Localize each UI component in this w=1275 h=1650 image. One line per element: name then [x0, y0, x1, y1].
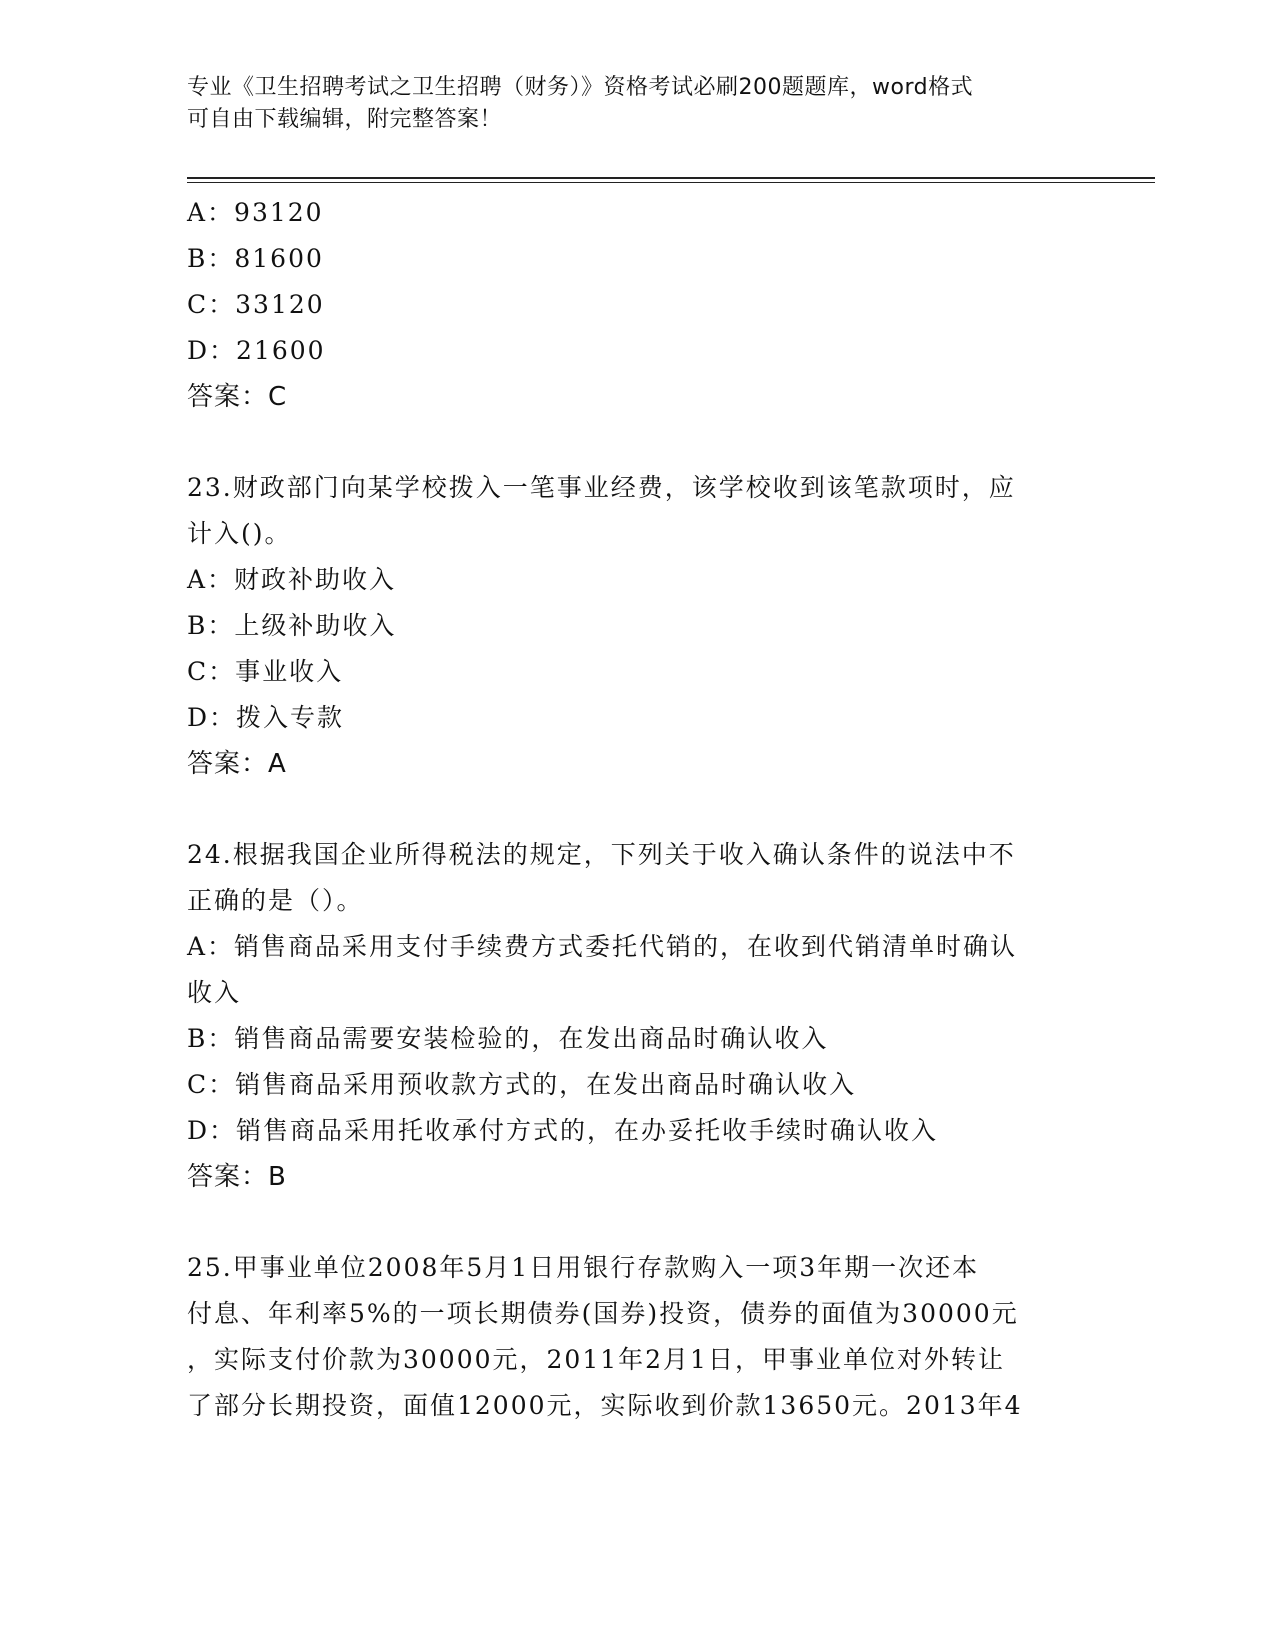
- option-b: B：81600: [187, 244, 324, 273]
- question-stem-line: 正确的是（）。: [187, 886, 364, 915]
- document-header: [187, 72, 1067, 136]
- option-a-continued: 收入: [187, 978, 242, 1007]
- option-c: C：事业收入: [187, 657, 344, 686]
- option-d: D：21600: [187, 336, 326, 365]
- spacer: [187, 787, 1067, 832]
- answer-line: 答案：B: [187, 1162, 287, 1192]
- question-stem-line: 付息、年利率5%的一项长期债券(国券)投资，债券的面值为30000元: [187, 1299, 1019, 1328]
- spacer: [187, 1200, 1067, 1245]
- question-25-block: [187, 1245, 1067, 1429]
- question-stem-line: 25.甲事业单位2008年5月1日用银行存款购入一项3年期一次还本: [187, 1253, 980, 1282]
- answer-line: 答案：A: [187, 749, 287, 779]
- spacer: [187, 420, 1067, 465]
- option-a: A：93120: [187, 198, 324, 227]
- option-d: D：销售商品采用托收承付方式的，在办妥托收手续时确认收入: [187, 1116, 939, 1145]
- question-stem-line: 计入()。: [187, 519, 292, 548]
- option-a: A：销售商品采用支付手续费方式委托代销的，在收到代销清单时确认: [187, 932, 1018, 961]
- option-a: A：财政补助收入: [187, 565, 397, 594]
- question-stem-line: 23.财政部门向某学校拨入一笔事业经费，该学校收到该笔款项时，应: [187, 473, 1016, 502]
- question-stem-line: 了部分长期投资，面值12000元，实际收到价款13650元。2013年4: [187, 1391, 1023, 1420]
- question-23-block: [187, 465, 1067, 787]
- header-line-2: 可自由下载编辑，附完整答案！: [187, 107, 503, 132]
- option-b: B：销售商品需要安装检验的，在发出商品时确认收入: [187, 1024, 829, 1053]
- question-24-block: [187, 832, 1067, 1200]
- option-d: D：拨入专款: [187, 703, 345, 732]
- option-c: C：33120: [187, 290, 325, 319]
- question-stem-line: ，实际支付价款为30000元，2011年2月1日，甲事业单位对外转让: [187, 1345, 1005, 1374]
- question-content: [187, 190, 1067, 1429]
- option-b: B：上级补助收入: [187, 611, 397, 640]
- option-c: C：销售商品采用预收款方式的，在发出商品时确认收入: [187, 1070, 857, 1099]
- answer-line: 答案：C: [187, 382, 288, 412]
- header-divider: [187, 177, 1155, 183]
- question-22-block: [187, 190, 1067, 420]
- header-line-1: 专业《卫生招聘考试之卫生招聘（财务）》资格考试必刷200题题库，word格式: [187, 75, 974, 100]
- question-stem-line: 24.根据我国企业所得税法的规定，下列关于收入确认条件的说法中不: [187, 840, 1016, 869]
